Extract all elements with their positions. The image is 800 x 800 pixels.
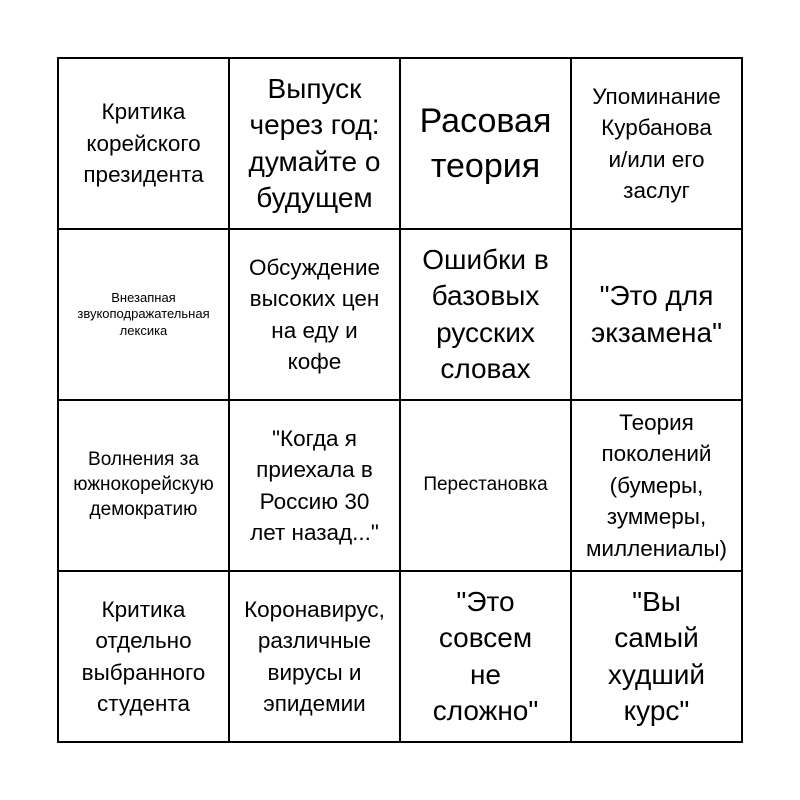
bingo-cell-6[interactable]: Обсуждение высоких цен на еду и кофе bbox=[229, 229, 400, 400]
bingo-cell-5[interactable]: Внезапная звукоподражательная лексика bbox=[58, 229, 229, 400]
bingo-cell-16[interactable]: "Вы самый худший курс" bbox=[571, 571, 742, 742]
bingo-cell-3[interactable]: Расовая теория bbox=[400, 58, 571, 229]
bingo-cell-12[interactable]: Теория поколений (бумеры, зуммеры, миллениалы) bbox=[571, 400, 742, 571]
bingo-cell-9[interactable]: Волнения за южнокорейскую демократию bbox=[58, 400, 229, 571]
bingo-cell-14[interactable]: Коронавирус, различные вирусы и эпидемии bbox=[229, 571, 400, 742]
bingo-cell-2[interactable]: Выпуск через год: думайте о будущем bbox=[229, 58, 400, 229]
bingo-cell-13[interactable]: Критика отдельно выбранного студента bbox=[58, 571, 229, 742]
bingo-cell-1[interactable]: Критика корейского президента bbox=[58, 58, 229, 229]
bingo-cell-7[interactable]: Ошибки в базовых русских словах bbox=[400, 229, 571, 400]
bingo-cell-11[interactable]: Перестановка bbox=[400, 400, 571, 571]
bingo-cell-4[interactable]: Упоминание Курбанова и/или его заслуг bbox=[571, 58, 742, 229]
bingo-cell-8[interactable]: "Это для экзамена" bbox=[571, 229, 742, 400]
bingo-cell-15[interactable]: "Это совсем не сложно" bbox=[400, 571, 571, 742]
bingo-cell-10[interactable]: "Когда я приехала в Россию 30 лет назад..." bbox=[229, 400, 400, 571]
bingo-board bbox=[57, 57, 743, 743]
